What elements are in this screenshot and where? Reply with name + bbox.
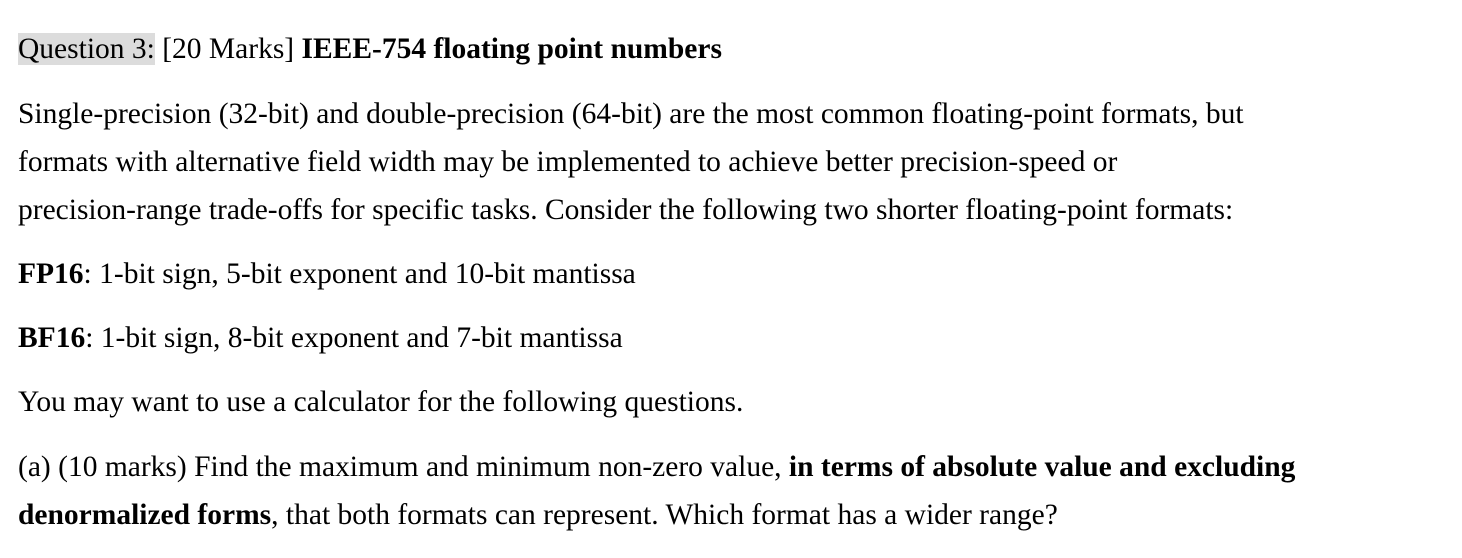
part-a-emphasis-1: in terms of absolute value and excluding — [788, 451, 1296, 483]
calculator-note: You may want to use a calculator for the following questions. — [18, 386, 744, 418]
format-bf16 — [18, 320, 623, 356]
format-name: BF16 — [18, 322, 86, 354]
question-marks: [20 Marks] — [154, 33, 302, 65]
part-a-prefix: (a) (10 marks) Find the maximum and minimum non-zero value, — [18, 451, 789, 483]
intro-line-3: precision-range trade-offs for specific tasks. Consider the following two shorter floating-point formats: — [18, 194, 1234, 226]
format-fp16 — [18, 256, 636, 292]
format-description: : 1-bit sign, 5-bit exponent and 10-bit mantissa — [83, 258, 636, 290]
question-title: IEEE-754 floating point numbers — [301, 33, 722, 65]
part-a-suffix: , that both formats can represent. Which format has a wider range? — [271, 499, 1058, 531]
part-a-emphasis-2: denormalized forms — [18, 499, 272, 531]
part-a-line-1 — [18, 449, 1295, 485]
intro-line-1: Single-precision (32-bit) and double-precision (64-bit) are the most common floating-point formats, but — [18, 98, 1244, 130]
part-a-line-2 — [18, 497, 1058, 533]
format-description: : 1-bit sign, 8-bit exponent and 7-bit mantissa — [85, 322, 623, 354]
question-heading — [18, 31, 722, 67]
question-label: Question 3: — [18, 33, 155, 65]
format-name: FP16 — [18, 258, 84, 290]
intro-line-2: formats with alternative field width may be implemented to achieve better precision-speed or — [18, 146, 1118, 178]
